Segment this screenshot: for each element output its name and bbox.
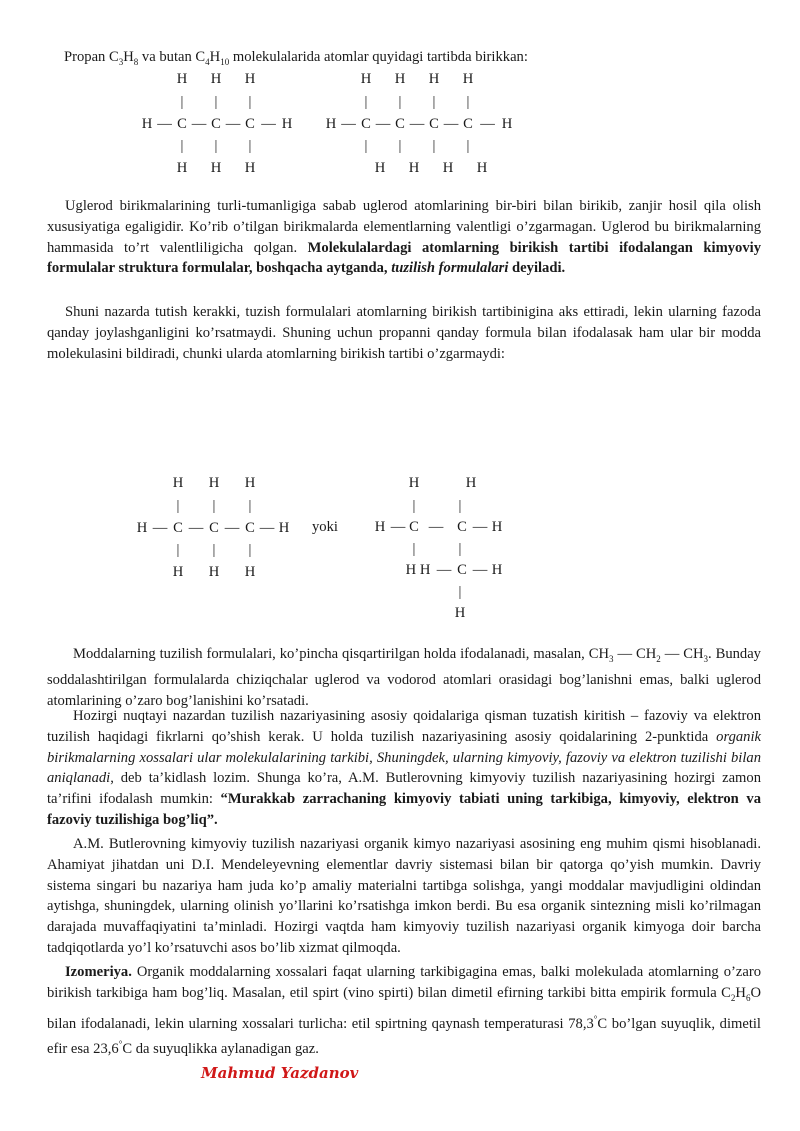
propane-formula-3 <box>375 475 503 621</box>
bond-horizontal: — <box>472 519 488 535</box>
intro-text: H <box>209 49 221 65</box>
hydrogen-atom: H <box>210 160 222 176</box>
bond-vertical: | <box>176 498 180 514</box>
hydrogen-atom: H <box>176 71 188 87</box>
hydrogen-atom: H <box>462 71 474 87</box>
hydrogen-atom: H <box>244 160 256 176</box>
bond-vertical: | <box>398 138 402 154</box>
bond-horizontal: — <box>225 116 241 132</box>
hydrogen-atom: H <box>442 160 454 176</box>
hydrogen-atom: H <box>408 475 420 491</box>
bond-horizontal: — <box>409 116 425 132</box>
carbon-atom: C <box>457 519 467 535</box>
bond-vertical: | <box>248 138 252 154</box>
butane-formula <box>326 71 513 176</box>
paragraph-6 <box>47 962 761 1060</box>
paragraph-text: , deb ta’kidlash lozim. Shunga ko’ra, A.M. Butlerovning kimyoviy tuzilish nazariyasining hozirgi zamon ta’rifini ifodalash mumkin: <box>47 770 761 808</box>
bond-vertical: | <box>412 541 416 557</box>
hydrogen-atom: H <box>210 71 222 87</box>
bond-vertical: | <box>364 138 368 154</box>
bond-vertical: | <box>248 542 252 558</box>
paragraph-text: H <box>735 984 746 1001</box>
hydrogen-atom: H <box>172 564 184 580</box>
bond-vertical: | <box>364 94 368 110</box>
hydrogen-atom: H <box>136 520 148 536</box>
bond-horizontal: — <box>375 116 391 132</box>
bond-vertical: | <box>398 94 402 110</box>
paragraph-bold: Molekulalardagi atomlarning birikish tartibi ifodalangan kimyoviy formulalar struktura formulalar, boshqacha aytganda, <box>47 239 761 277</box>
subscript: 8 <box>133 56 139 67</box>
yoki-label: yoki <box>312 519 338 535</box>
bond-vertical: | <box>212 542 216 558</box>
subscript: 2 <box>656 653 661 664</box>
bond-vertical: | <box>180 138 184 154</box>
author-signature: Mahmud Yazdanov <box>201 1064 359 1082</box>
carbon-atom: C <box>409 519 419 535</box>
carbon-atom: C <box>173 520 183 536</box>
bond-horizontal: — <box>259 520 275 536</box>
hydrogen-atom: H <box>244 475 256 491</box>
hydrogen-atom: H <box>281 116 293 132</box>
bond-horizontal: — <box>152 520 168 536</box>
bond-vertical: | <box>458 541 462 557</box>
intro-text: va butan C <box>138 49 206 65</box>
hydrogen-atom: H <box>176 160 188 176</box>
paragraph-4 <box>47 706 761 831</box>
bond-vertical: | <box>180 94 184 110</box>
bond-vertical: | <box>212 498 216 514</box>
bond-vertical: | <box>466 94 470 110</box>
degree-sign: ° <box>118 1039 123 1050</box>
paragraph-bold: “Murakkab zarrachaning kimyoviy tabiati uning tarkibiga, kimyoviy, elektron va fazoviy tuzilishiga bog’liq”. <box>47 791 761 828</box>
subscript: 2 <box>730 992 736 1003</box>
hydrogen-atom: H <box>454 605 466 621</box>
subscript: 3 <box>609 653 614 664</box>
subscript: 3 <box>118 56 124 67</box>
bond-horizontal: — <box>188 520 204 536</box>
hydrogen-atom: H <box>278 520 290 536</box>
bond-vertical: | <box>176 542 180 558</box>
paragraph-5: A.M. Butlerovning kimyoviy tuzilish nazariyasi organik kimyo nazariyasi asosining eng muhim qismi hisoblanadi. Ahamiyat jihatdan uni D.I. Mendeleyevning elementlar davriy sistemasi bilan bir qatorga qo’yish mumkin. Davriy sistema singari bu nazariya ham juda ko’p amaliy materialni tartibga solishga, yangi moddalar mavjudligini oldindan aytishga, shuningdek, ularning olinish yo’llarini ko’rsatishga imkon berdi. Bu esa organik sintezning misli ko’rilmagan darajada muvaffaqiyatini ta’minladi. Hozirgi vaqtda ham kimyoviy tuzilish nazariyasi organik kimyoga doir barcha tadqiqotlarda yo’l ko’rsatuvchi asos bo’lib xizmat qilmoqda. <box>47 836 761 956</box>
intro-text: molekulalarida atomlar quyidagi tartibda birikkan: <box>229 49 528 65</box>
carbon-atom: C <box>245 116 255 132</box>
hydrogen-atom: H <box>374 160 386 176</box>
hydrogen-atom: H <box>141 116 153 132</box>
bond-vertical: | <box>432 94 436 110</box>
intro-text: H <box>123 49 134 65</box>
paragraph-1 <box>47 196 761 279</box>
intro-text: Propan C <box>64 49 119 65</box>
paragraph-text: . Bunday soddalashtirilgan formulalarda chiziqchalar uglerod va vodorod atomlari orasidagi bog’lanishni emas, balki uglerod atomlarining o’zaro bog’lanishini ko’rsatadi. <box>47 646 761 709</box>
paragraph-bold: deyiladi. <box>508 260 566 277</box>
carbon-atom: C <box>211 116 221 132</box>
carbon-atom: C <box>463 116 473 132</box>
degree-sign: ° <box>593 1013 598 1024</box>
hydrogen-atom: H <box>360 71 372 87</box>
paragraph-italic: organik birikmalarning xossalari ular molekulalarining tarkibi, Shuningdek, ularning kimyoviy, fazoviy va elektron tuzilishi bilan aniqlanadi <box>47 728 761 787</box>
paragraph-text: Hozirgi nuqtayi nazardan tuzilish nazariyasining asosiy qoidalariga qisman tuzatish kiritish – fazoviy va elektron tuzilish haqidagi fikrlarni qo’shish kerak. U holda tuzilish nazariyasining asosiy qoidalarining 2-punktida <box>47 708 761 745</box>
paragraph-bold-italic: tuzilish formulalari <box>391 260 509 277</box>
hydrogen-atom: H <box>172 475 184 491</box>
paragraph-text: — CH <box>660 646 704 662</box>
hydrogen-atom: H <box>208 475 220 491</box>
carbon-atom: C <box>395 116 405 132</box>
carbon-atom: C <box>177 116 187 132</box>
bond-vertical: | <box>412 498 416 514</box>
propane-formula-1 <box>142 71 293 176</box>
bond-vertical: | <box>214 138 218 154</box>
carbon-atom: C <box>429 116 439 132</box>
bond-horizontal: — <box>157 116 172 132</box>
hydrogen-atom: H <box>476 160 488 176</box>
hydrogen-atom: H <box>325 116 337 132</box>
section-heading-izomeriya: Izomeriya. <box>65 964 132 980</box>
bond-horizontal: — <box>341 116 356 132</box>
paragraph-text: O bilan ifodalanadi, lekin ularning xossalari turlicha: etil spirtning qaynash temperaturasi 78,3 <box>47 984 761 1032</box>
carbon-atom: C <box>361 116 371 132</box>
subscript: 10 <box>220 56 230 67</box>
subscript: 3 <box>703 653 708 664</box>
subscript: 4 <box>205 56 210 67</box>
bond-horizontal: — <box>224 520 240 536</box>
bond-vertical: | <box>458 584 462 600</box>
hydrogen-atom: H <box>428 71 440 87</box>
bond-horizontal: — <box>428 519 444 535</box>
paragraph-text: — CH <box>613 646 657 662</box>
carbon-atom: C <box>245 520 255 536</box>
bond-horizontal: — <box>472 562 488 578</box>
bond-vertical: | <box>458 498 462 514</box>
propane-formula-2 <box>137 475 290 580</box>
paragraph-text: C bo’lgan suyuqlik, dimetil efir esa 23,6 <box>47 1015 761 1058</box>
bond-horizontal: — <box>436 562 452 578</box>
bond-horizontal: — <box>480 116 495 132</box>
hydrogen-atom: H <box>244 564 256 580</box>
bond-horizontal: — <box>443 116 459 132</box>
bond-vertical: | <box>248 498 252 514</box>
paragraph-3 <box>47 644 761 711</box>
hydrogen-atom: H <box>244 71 256 87</box>
subscript: 6 <box>745 992 751 1003</box>
bond-vertical: | <box>432 138 436 154</box>
paragraph-text: C da suyuqlikka aylanadigan gaz. <box>122 1041 319 1058</box>
hydrogen-atom: H <box>491 519 503 535</box>
paragraph-text: Uglerod birikmalarining turli-tumanligiga sabab uglerod atomlarining bir-biri bilan birikib, zanjir hosil qila olish xususiyatiga egaligidir. Ko’rib o’tilgan birikmalarda elementlarning valentligi o’zgarmagan. Uglerod bu birikmalarning hammasida to’rt valentliligicha qolgan. <box>47 198 761 256</box>
bond-horizontal: — <box>191 116 207 132</box>
hydrogen-atom: H <box>408 160 420 176</box>
paragraph-text: Organik moddalarning xossalari faqat ularning tarkibigagina emas, balki molekulada atomlarning o’zaro birikish tarkibiga ham bog’liq. Masalan, etil spirt (vino spirti) bilan dimetil efirning tarkibi bitta empirik formula C <box>47 964 761 1001</box>
hydrogen-atom: H <box>465 475 477 491</box>
hydrogen-atom: H <box>374 519 386 535</box>
bond-horizontal: — <box>261 116 276 132</box>
hydrogen-pair: H H <box>405 562 431 578</box>
paragraph-2: Shuni nazarda tutish kerakki, tuzish formulalari atomlarning birikish tartibinigina aks ettiradi, lekin ularning fazoda qanday joylashganligini ko’rsatmaydi. Shuning uchun propanni qanday formula bilan ifodalasak ham ular bir modda molekulasini bildiradi, chunki ularda atomlarning birikish tartibi o’zgarmaydi: <box>47 304 761 362</box>
hydrogen-atom: H <box>208 564 220 580</box>
carbon-atom: C <box>209 520 219 536</box>
carbon-atom: C <box>457 562 467 578</box>
paragraph-text: Moddalarning tuzilish formulalari, ko’pincha qisqartirilgan holda ifodalanadi, masalan, CH <box>73 646 610 662</box>
bond-vertical: | <box>466 138 470 154</box>
bond-vertical: | <box>248 94 252 110</box>
bond-horizontal: — <box>390 519 406 535</box>
bond-vertical: | <box>214 94 218 110</box>
hydrogen-atom: H <box>491 562 503 578</box>
hydrogen-atom: H <box>394 71 406 87</box>
hydrogen-atom: H <box>501 116 513 132</box>
